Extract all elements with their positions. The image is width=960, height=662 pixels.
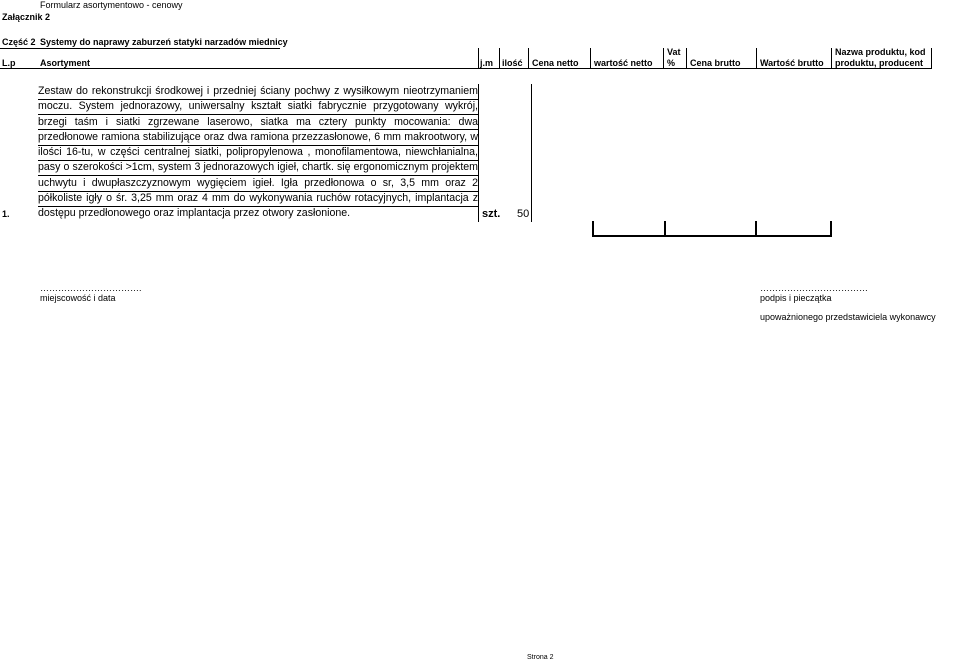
header-cena-brutto: Cena brutto xyxy=(690,58,741,68)
header-cena-netto: Cena netto xyxy=(532,58,579,68)
header-vat-percent: % xyxy=(667,58,676,68)
header-wartosc-brutto: Wartość brutto xyxy=(760,58,824,68)
header-divider xyxy=(478,48,479,69)
header-vat: Vat xyxy=(667,47,681,57)
header-divider xyxy=(686,48,687,69)
wartosc-netto-cell[interactable] xyxy=(592,221,666,237)
row-jm: szt. xyxy=(482,208,501,220)
part-label: Część 2 xyxy=(2,37,36,47)
signature-label: podpis i pieczątka xyxy=(760,293,832,303)
row-divider xyxy=(478,84,479,222)
header-divider xyxy=(590,48,591,69)
page-number: Strona 2 xyxy=(527,654,554,661)
header-jm: j.m xyxy=(480,58,494,68)
vat-cena-brutto-cell[interactable] xyxy=(664,221,757,237)
row-divider xyxy=(531,84,532,222)
part-name: Systemy do naprawy zaburzeń statyki narzadów miednicy xyxy=(40,37,288,47)
header-divider xyxy=(931,48,932,69)
header-ilosc: ilość xyxy=(502,58,523,68)
header-lp: L.p xyxy=(2,58,16,68)
header-divider xyxy=(528,48,529,69)
place-date-label: miejscowość i data xyxy=(40,293,116,303)
header-divider xyxy=(663,48,664,69)
signature-dots: ……………………………… xyxy=(760,283,868,293)
header-divider xyxy=(756,48,757,69)
place-date-dots: ……………………………. xyxy=(40,283,142,293)
header-wartosc-netto: wartość netto xyxy=(594,58,653,68)
header-top-rule xyxy=(0,48,280,49)
header-producent: produktu, producent xyxy=(835,58,923,68)
authorized-representative-label: upoważnionego przedstawiciela wykonawcy xyxy=(760,312,936,322)
wartosc-brutto-cell[interactable] xyxy=(757,221,832,237)
form-title: Formularz asortymentowo - cenowy xyxy=(40,0,183,10)
header-asortyment: Asortyment xyxy=(40,58,91,68)
header-bottom-rule xyxy=(0,68,931,69)
header-nazwa-produktu: Nazwa produktu, kod xyxy=(835,47,926,57)
attachment-label: Załącznik 2 xyxy=(2,12,51,22)
header-divider xyxy=(499,48,500,69)
row-description: Zestaw do rekonstrukcji środkowej i przedniej ściany pochwy z wysiłkowym nieotrzymaniem moczu. System jednorazowy, uniwersalny kształt siatki fabrycznie przygotowany wykrój, brzegi taśm i siatki zgrzewane laserowo, siatka ma cztery punkty mocowania: dwa przedłonowe ramiona stabilizujące oraz dwa ramiona przezzasłonowe, 6 mm makrootwory, w ilości 16-tu, w części centralnej siatki, polipropylenowa , monofilamentowa, niewchłanialna, pasy o szerokości >1cm, system 3 jednorazowych igieł, chartk. się ergonomicznym projektem uchwytu i dwupłaszczyznowym wygięciem igieł. Igła przedłonowa o sr, 3,5 mm oraz 2 półkoliste igły o śr. 3,25 mm oraz 4 mm do wykonywania ruchów rotacyjnych, implantacja z dostępu przedłonowego oraz implantacja przez otwory zasłonione. xyxy=(38,85,478,220)
row-ilosc: 50 xyxy=(517,208,530,220)
header-divider xyxy=(831,48,832,69)
row-lp: 1. xyxy=(2,209,10,219)
